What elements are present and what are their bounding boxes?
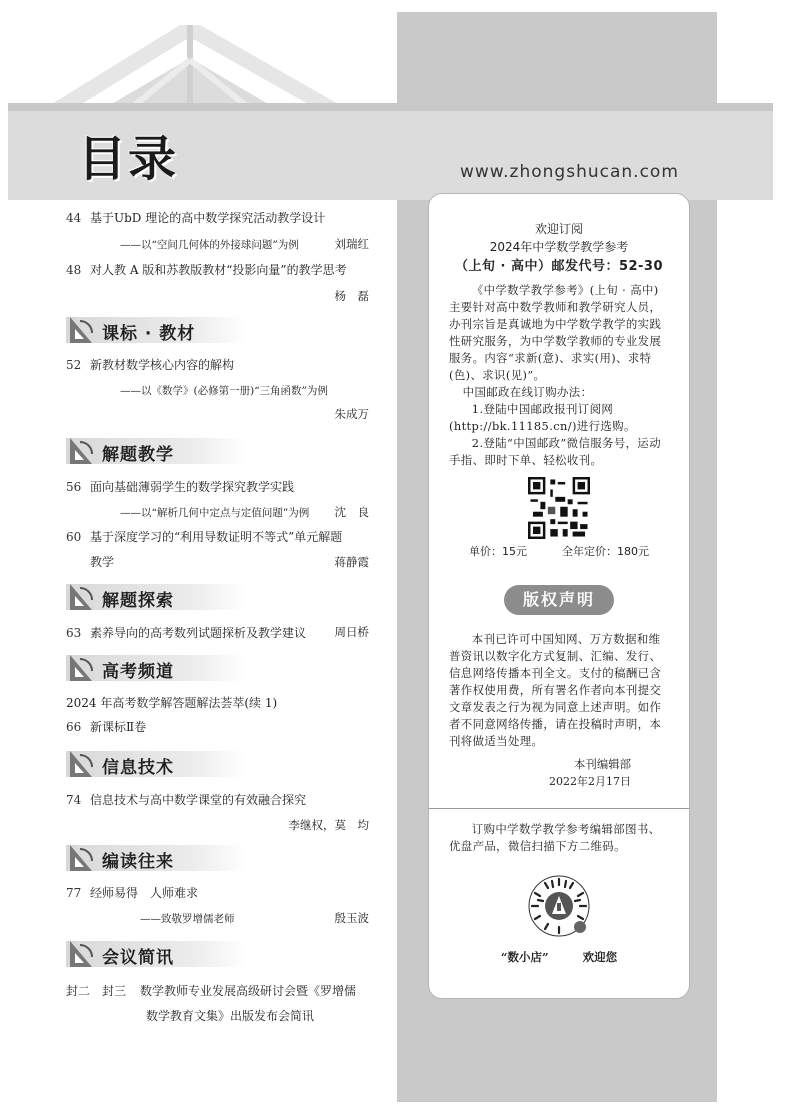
journal-intro: 《中学数学教学参考》(上旬 · 高中)主要针对高中数学教师和教学研究人员，办刊宗旨是真诚地为中学数学教学的实践性研究服务，为中学数学教师的专业发展服务。内容“求新(意)、求实(用)、求特(色)、求识(见)”。 中国邮政在线订购办法： 1.登陆中国邮政报刊订阅网(http://bk.11185.cn/)进行选购。 2.登陆“中国邮政”微信服务号，运动手指、即时下单、轻松收刊。 <box>429 282 689 469</box>
toc-entry-77[interactable] <box>66 884 198 902</box>
order-method-title: 中国邮政在线订购办法： <box>462 385 593 399</box>
entry-subtitle: ——以《数学》(必修第一册)“三角函数”为例 <box>120 385 328 397</box>
section-title: 高考频道 <box>102 662 174 682</box>
entry-author: 朱成万 <box>334 407 369 421</box>
website-url[interactable]: www.zhongshucan.com <box>460 162 679 182</box>
page-number: 74 <box>66 793 82 807</box>
entry-title: 面向基础薄弱学生的数学探究教学实践 <box>90 480 295 494</box>
panel-divider <box>429 808 689 809</box>
unit-price: 单价：15元 <box>469 545 527 558</box>
page-number: 封二 封三 <box>66 984 127 998</box>
entry-author: 刘瑞红 <box>334 237 369 251</box>
toc-entry-44[interactable] <box>66 209 325 227</box>
toc-entry-48[interactable] <box>66 261 347 279</box>
entry-title: 数学教师专业发展高级研讨会暨《罗增儒 <box>140 984 357 998</box>
entry-subtitle: ——以“解析几何中定点与定值问题”为例 <box>120 507 310 519</box>
section-header <box>66 651 246 685</box>
shop-name: “数小店” <box>500 950 549 964</box>
subscription-panel <box>428 193 690 999</box>
section-header <box>66 313 246 347</box>
toc-entry-cover[interactable] <box>66 982 356 1000</box>
entry-subtitle: ——以“空间几何体的外接球问题”为例 <box>120 239 299 251</box>
entry-title: 新课标Ⅱ卷 <box>90 720 147 734</box>
section-title: 课标 · 教材 <box>102 324 196 344</box>
section-title: 信息技术 <box>102 758 174 778</box>
toc-entry-74[interactable] <box>66 791 306 809</box>
entry-author: 李继权，莫 均 <box>288 818 369 832</box>
section-header <box>66 841 246 875</box>
page-number: 52 <box>66 358 82 372</box>
page-number: 66 <box>66 720 82 734</box>
price-row <box>429 543 689 559</box>
table-of-contents <box>0 0 397 1119</box>
shop-row <box>429 949 689 965</box>
shop-text: 订购中学数学教学参考编辑部图书、优盘产品，微信扫描下方二维码。 <box>449 822 661 853</box>
subscribe-heading: 欢迎订阅 <box>534 222 583 236</box>
section-title: 会议简讯 <box>102 948 174 968</box>
editorial-date: 2022年2月17日 <box>549 775 631 788</box>
ruler-triangle-icon <box>66 653 96 683</box>
page-title: 目录 <box>78 131 179 187</box>
page-number: 77 <box>66 886 82 900</box>
section-header <box>66 434 246 468</box>
ruler-triangle-icon <box>66 749 96 779</box>
section-title: 编读往来 <box>102 852 174 872</box>
qr-code-icon[interactable] <box>528 477 590 539</box>
section-title: 解题探索 <box>102 591 174 611</box>
editorial-dept: 本刊编辑部 <box>574 757 631 771</box>
entry-title: 基于深度学习的“利用导数证明不等式”单元解题 <box>90 530 343 544</box>
ruler-triangle-icon <box>66 843 96 873</box>
entry-title: 对人教 A 版和苏教版教材“投影向量”的教学思考 <box>90 263 347 277</box>
page-number: 63 <box>66 626 82 640</box>
entry-author: 杨 磊 <box>334 289 369 303</box>
entry-author: 周日桥 <box>334 625 369 639</box>
copyright-text: 本刊已许可中国知网、万方数据和维普资讯以数字化方式复制、汇编、发行、信息网络传播本刊全文。支付的稿酬已含著作权使用费，所有署名作者向本刊提交文章发表之行为视为同意上述声明。如作者不同意网络传播，请在投稿时声明，本刊将做适当处理。 <box>449 632 662 748</box>
ruler-triangle-icon <box>66 436 96 466</box>
entry-author: 蒋静霞 <box>334 555 369 569</box>
toc-entry-52[interactable] <box>66 356 234 374</box>
entry-subtitle: ——致敬罗增儒老师 <box>140 913 235 925</box>
ruler-triangle-icon <box>66 939 96 969</box>
page-number: 56 <box>66 480 82 494</box>
section-header <box>66 937 246 971</box>
copyright-badge: 版权声明 <box>504 585 614 615</box>
page-number: 60 <box>66 530 82 544</box>
toc-entry-60[interactable] <box>66 528 342 546</box>
entry-title: 素养导向的高考数列试题探析及教学建议 <box>90 626 307 640</box>
shop-welcome: 欢迎您 <box>582 950 618 964</box>
toc-entry-66[interactable] <box>66 718 146 736</box>
entry-author: 殷玉波 <box>334 911 369 925</box>
page-number: 48 <box>66 263 82 277</box>
postal-code: （上旬 · 高中）邮发代号：52-30 <box>454 259 664 274</box>
order-method-1: 1.登陆中国邮政报刊订阅网(http://bk.11185.cn/)进行选购。 <box>449 402 636 433</box>
toc-entry-56[interactable] <box>66 478 294 496</box>
entry-title: 新教材数学核心内容的解构 <box>90 358 235 372</box>
entry-title-continued: 教学 <box>90 555 115 569</box>
section-header <box>66 580 246 614</box>
ruler-triangle-icon <box>66 582 96 612</box>
editorial-signature <box>429 756 689 790</box>
entry-title: 信息技术与高中数学课堂的有效融合探究 <box>90 793 307 807</box>
annual-price: 全年定价：180元 <box>562 545 649 558</box>
section-header <box>66 747 246 781</box>
toc-entry-63[interactable] <box>66 624 306 642</box>
entry-title: 基于UbD 理论的高中数学探究活动教学设计 <box>90 211 326 225</box>
entry-author: 沈 良 <box>334 505 369 519</box>
order-method-2: 2.登陆“中国邮政”微信服务号，运动手指、即时下单、轻松收刊。 <box>449 436 661 467</box>
section-title: 解题教学 <box>102 445 174 465</box>
page-number: 44 <box>66 211 82 225</box>
journal-name: 2024年中学数学教学参考 <box>489 240 629 254</box>
entry-title-continued: 数学教育文集》出版发布会简讯 <box>146 1009 315 1023</box>
entry-title: 经师易得 人师难求 <box>90 886 199 900</box>
mini-program-code-icon[interactable] <box>528 875 590 937</box>
toc-series-heading: 2024 年高考数学解答题解法荟萃(续 1) <box>66 696 278 710</box>
ruler-triangle-icon <box>66 315 96 345</box>
